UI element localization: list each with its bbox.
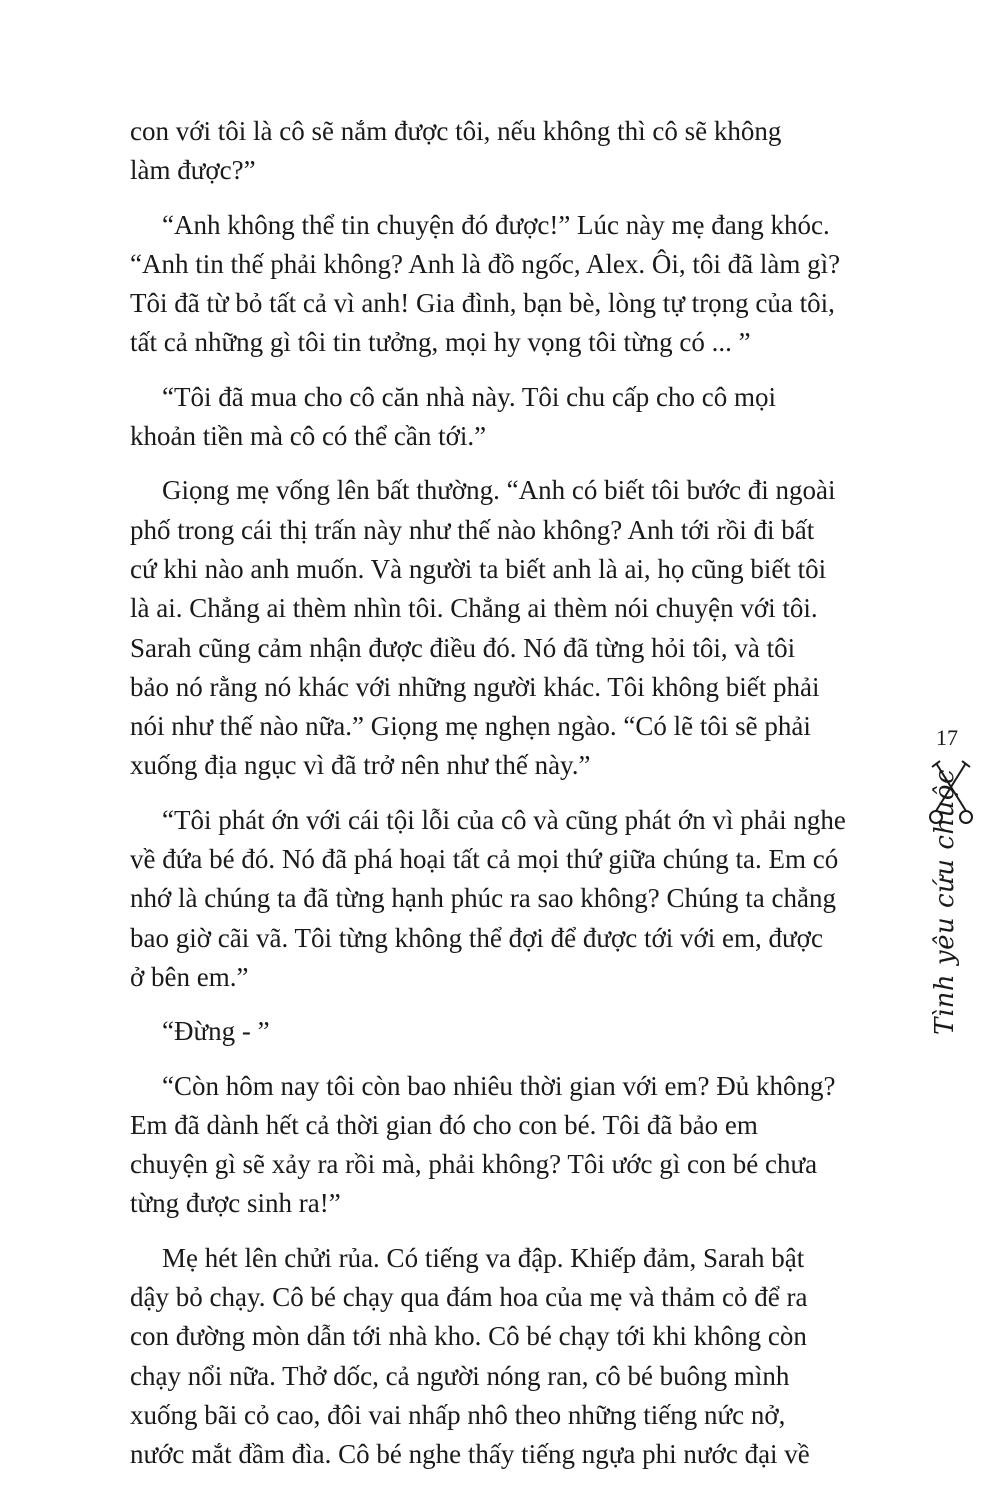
text-line: “Anh không thể tin chuyện đó được!” Lúc này mẹ đang khóc. [162, 209, 830, 240]
text-line: con đường mòn dẫn tới nhà kho. Cô bé chạy tới khi không còn [130, 1321, 807, 1352]
text-line: “Đừng - ” [162, 1016, 270, 1047]
text-line: cứ khi nào anh muốn. Và người ta biết anh là ai, họ cũng biết tôi [130, 553, 827, 584]
text-line: nhớ là chúng ta đã từng hạnh phúc ra sao không? Chúng ta chẳng [130, 883, 836, 914]
text-line: con với tôi là cô sẽ nắm được tôi, nếu không thì cô sẽ không [130, 116, 782, 146]
text-line: Tôi đã từ bỏ tất cả vì anh! Gia đình, bạn bè, lòng tự trọng của tôi, [130, 288, 835, 319]
text-line: khoản tiền mà cô có thể cần tới.” [130, 421, 487, 452]
text-line: “Anh tin thế phải không? Anh là đồ ngốc, Alex. Ôi, tôi đã làm gì? [130, 248, 841, 279]
text-line: là ai. Chẳng ai thèm nhìn tôi. Chẳng ai thèm nói chuyện với tôi. [130, 593, 818, 624]
text-line: về đứa bé đó. Nó đã phá hoại tất cả mọi thứ giữa chúng ta. Em có [130, 844, 839, 875]
text-line: “Tôi phát ớn với cái tội lỗi của cô và cũng phát ớn vì phải nghe [162, 804, 846, 835]
text-line: Sarah cũng cảm nhận được điều đó. Nó đã từng hỏi tôi, và tôi [130, 632, 796, 663]
text-line: bảo nó rằng nó khác với những người khác. Tôi không biết phải [130, 671, 820, 702]
text-line: nói như thế nào nữa.” Giọng mẹ nghẹn ngào. “Có lẽ tôi sẽ phải [130, 711, 811, 742]
page-number: 17 [936, 725, 958, 750]
text-line: Em đã dành hết cả thời gian đó cho con bé. Tôi đã bảo em [130, 1109, 758, 1140]
text-line: xuống bãi cỏ cao, đôi vai nhấp nhô theo những tiếng nức nở, [130, 1399, 786, 1430]
text-line: “Còn hôm nay tôi còn bao nhiêu thời gian với em? Đủ không? [162, 1070, 836, 1101]
text-line: bao giờ cãi vã. Tôi từng không thể đợi để được tới với em, được [130, 922, 823, 953]
text-line: làm được?” [130, 155, 256, 186]
text-line: “Tôi đã mua cho cô căn nhà này. Tôi chu cấp cho cô mọi [162, 381, 777, 412]
text-line: Giọng mẹ vống lên bất thường. “Anh có biết tôi bước đi ngoài [162, 475, 836, 506]
text-line: phố trong cái thị trấn này như thế nào không? Anh tới rồi đi bất [130, 514, 815, 545]
page-sidebar [918, 725, 984, 1035]
text-line: dậy bỏ chạy. Cô bé chạy qua đám hoa của mẹ và thảm cỏ để ra [130, 1282, 808, 1313]
body-text [130, 112, 870, 1475]
text-line: tất cả những gì tôi tin tưởng, mọi hy vọng tôi từng có ... ” [130, 327, 751, 358]
text-line: chuyện gì sẽ xảy ra rồi mà, phải không? Tôi ước gì con bé chưa [130, 1149, 818, 1180]
text-line: chạy nổi nữa. Thở dốc, cả người nóng ran, cô bé buông mình [130, 1360, 790, 1391]
running-title: Tình yêu cứu chuộc [930, 768, 960, 1035]
text-line: ở bên em.” [130, 961, 249, 992]
text-line: từng được sinh ra!” [130, 1188, 341, 1219]
text-line: xuống địa ngục vì đã trở nên như thế này.” [130, 750, 591, 781]
text-line: Mẹ hét lên chửi rủa. Có tiếng va đập. Khiếp đảm, Sarah bật [162, 1242, 805, 1273]
text-line: nước mắt đầm đìa. Cô bé nghe thấy tiếng ngựa phi nước đại về [130, 1439, 810, 1470]
